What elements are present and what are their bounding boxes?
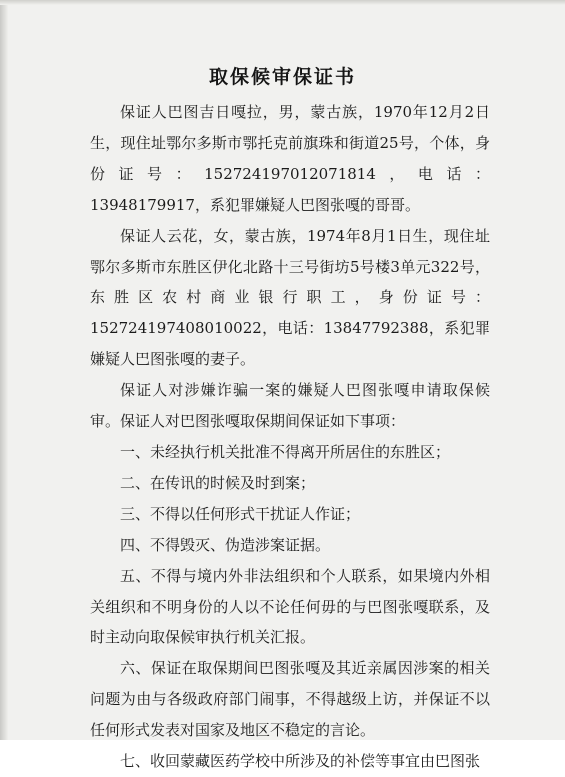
paragraph-item-4: 四、不得毁灭、伪造涉案证据。: [120, 535, 331, 554]
paragraph-item-1: 一、未经执行机关批准不得离开所居住的东胜区；: [120, 442, 451, 461]
document-body: [90, 97, 490, 777]
paragraph-guarantor-2: 保证人云花，女，蒙古族，1974年8月1日生，现住址鄂尔多斯市东胜区伊化北路十三号街坊5号楼3单元322号，东胜区农村商业银行职工，身份证号：152724197408010022，电话：13847792388，系犯罪嫌疑人巴图张嘎的妻子。: [90, 226, 490, 369]
paragraph-item-3: 三、不得以任何形式干扰证人作证；: [120, 504, 361, 523]
paragraph-guarantor-1: 保证人巴图吉日嘎拉，男，蒙古族，1970年12月2日生，现住址鄂尔多斯市鄂托克前旗珠和街道25号，个体，身份证号：152724197012071814，电话：13948179917，系犯罪嫌疑人巴图张嘎的哥哥。: [90, 103, 490, 214]
scan-top-shadow: [0, 0, 565, 5]
paragraph-item-6: 六、保证在取保期间巴图张嘎及其近亲属因涉案的相关问题为由与各级政府部门闹事，不得越级上访，并保证不以任何形式发表对国家及地区不稳定的言论。: [90, 659, 490, 740]
scan-edge-shadow: [0, 0, 8, 740]
paragraph-item-5: 五、不得与境内外非法组织和个人联系，如果境内外相关组织和不明身份的人以不论任何毋的与巴图张嘎联系，及时主动向取保候审执行机关汇报。: [90, 566, 490, 647]
paragraph-item-2: 二、在传讯的时候及时到案；: [120, 473, 316, 492]
document-title: 取保候审保证书: [208, 66, 356, 88]
paragraph-item-7: 七、收回蒙藏医药学校中所涉及的补偿等事宜由巴图张: [120, 752, 481, 771]
paragraph-application: 保证人对涉嫌诈骗一案的嫌疑人巴图张嘎申请取保候审。保证人对巴图张嘎取保期间保证如下事项：: [90, 381, 490, 431]
